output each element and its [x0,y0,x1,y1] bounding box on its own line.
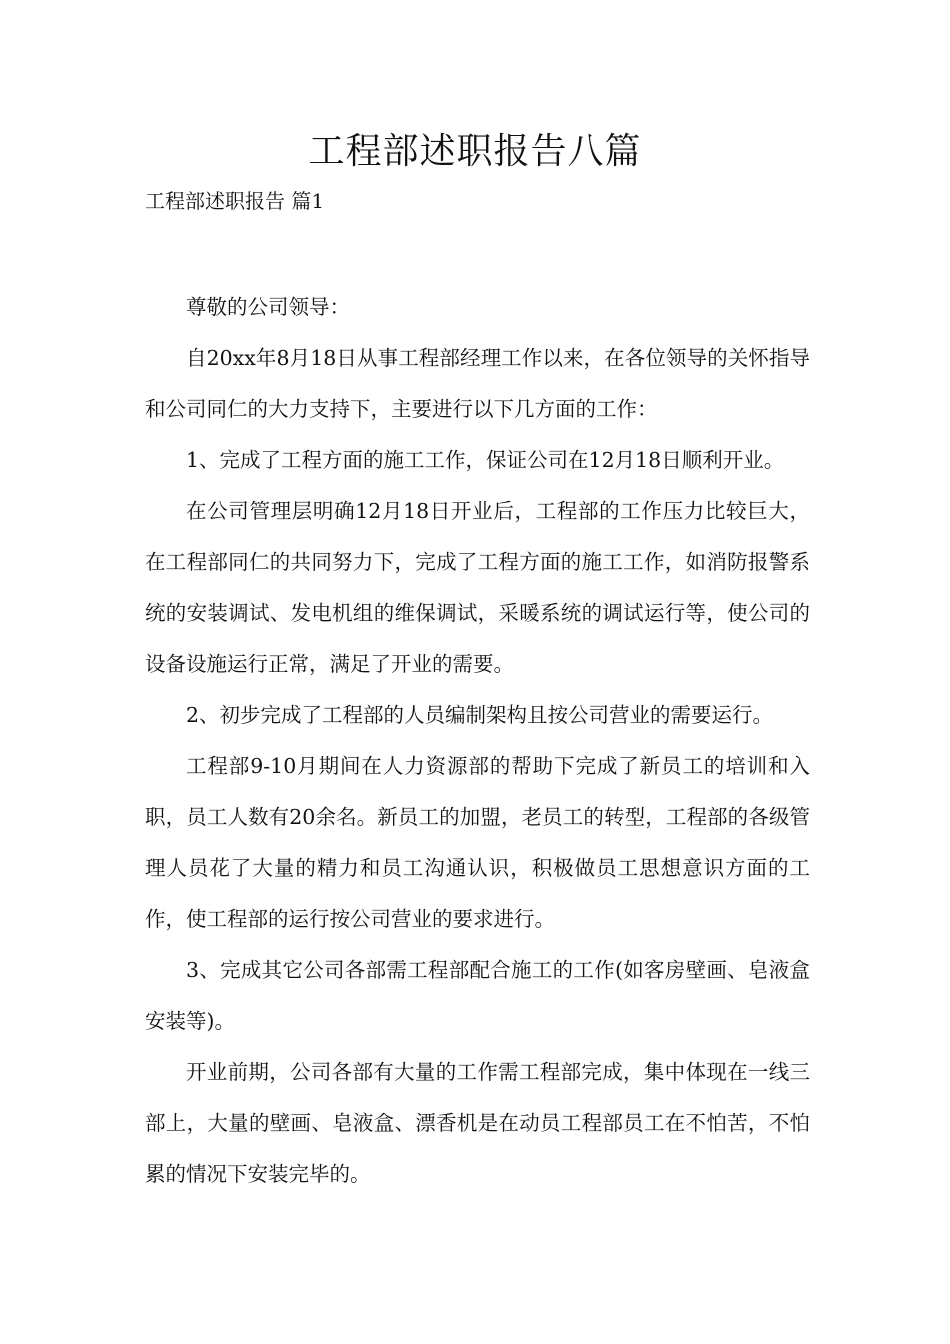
paragraph-item-2-detail: 工程部9-10月期间在人力资源部的帮助下完成了新员工的培训和入职，员工人数有20余名。新员工的加盟，老员工的转型，工程部的各级管理人员花了大量的精力和员工沟通认识，积极做员工思想意识方面的工作，使工程部的运行按公司营业的要求进行。 [145,754,810,931]
paragraph-item-3: 3、完成其它公司各部需工程部配合施工的工作(如客房壁画、皂液盒安装等)。 [145,958,810,1033]
paragraph-intro: 自20xx年8月18日从事工程部经理工作以来，在各位领导的关怀指导和公司同仁的大力支持下，主要进行以下几方面的工作： [145,346,810,421]
document-body [145,282,810,1200]
paragraph-item-1: 1、完成了工程方面的施工工作，保证公司在12月18日顺利开业。 [186,448,785,472]
paragraph-item-1-detail: 在公司管理层明确12月18日开业后，工程部的工作压力比较巨大，在工程部同仁的共同努力下，完成了工程方面的施工工作，如消防报警系统的安装调试、发电机组的维保调试，采暖系统的调试运行等，使公司的设备设施运行正常，满足了开业的需要。 [145,499,810,676]
section-heading: 工程部述职报告 篇1 [145,189,325,213]
paragraph-item-2: 2、初步完成了工程部的人员编制架构且按公司营业的需要运行。 [186,703,774,727]
paragraph-salutation: 尊敬的公司领导： [186,295,350,319]
paragraph-item-3-detail: 开业前期，公司各部有大量的工作需工程部完成，集中体现在一线三部上，大量的壁画、皂液盒、漂香机是在动员工程部员工在不怕苦，不怕累的情况下安装完毕的。 [145,1060,810,1186]
document-title: 工程部述职报告八篇 [308,131,642,172]
